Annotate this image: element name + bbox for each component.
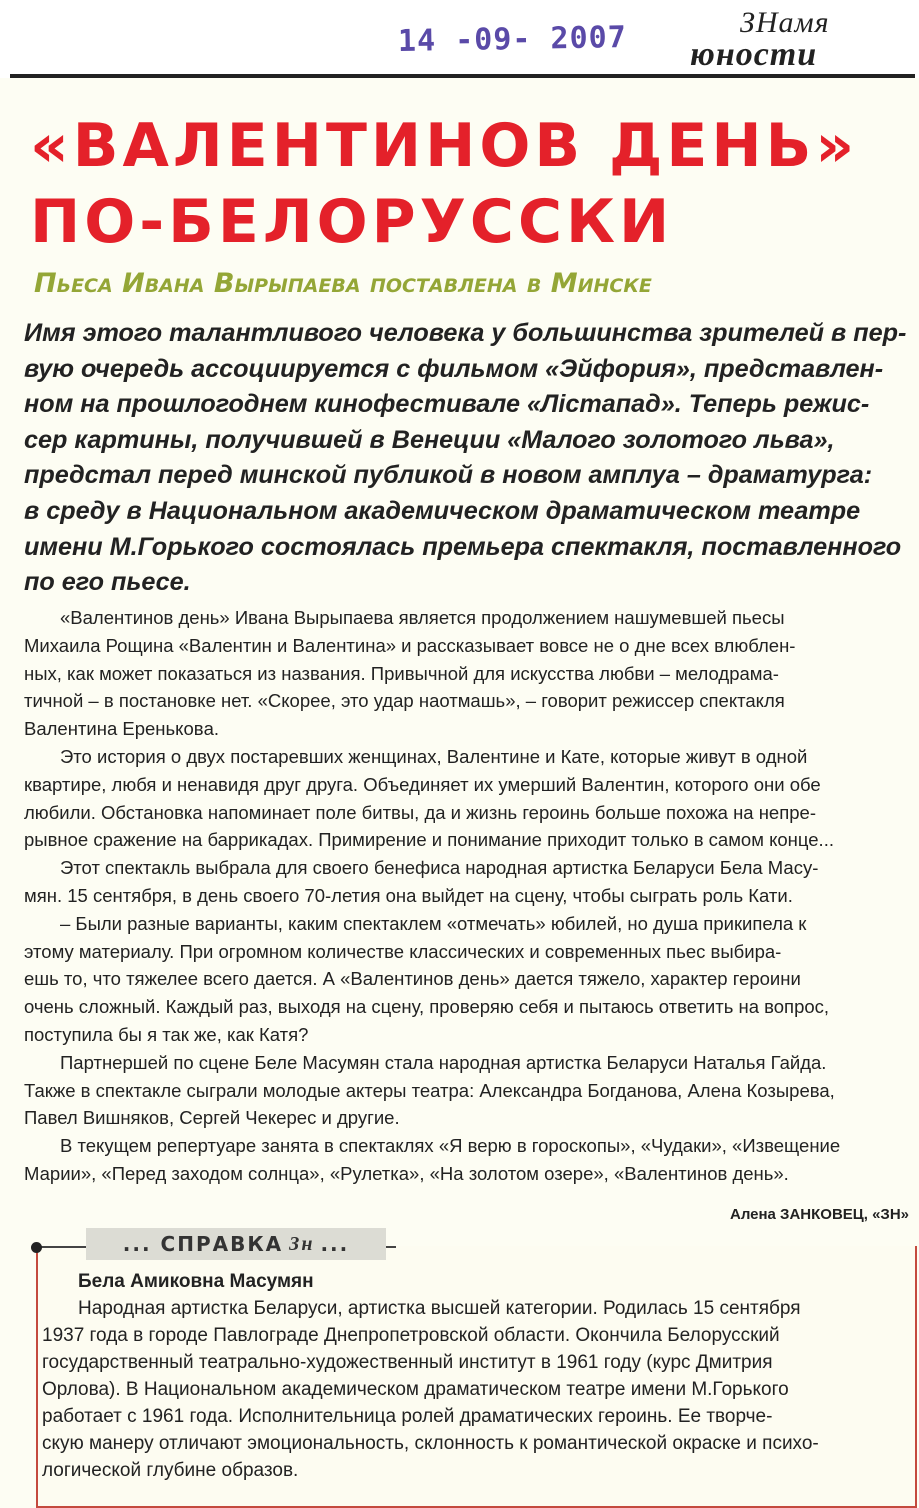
body-line: Михаила Рощина «Валентин и Валентина» и рассказывает вовсе не о дне всех влюблен- — [24, 634, 796, 656]
logo-z: З — [740, 6, 756, 39]
body-line: ных, как может показаться из названия. Привычной для искусства любви – мелодрама- — [24, 662, 779, 684]
body-line: рывное сражение на баррикадах. Примирение и понимание приходит только в самом конце... — [24, 829, 834, 851]
title-line: «ВАЛЕНТИНОВ ДЕНЬ» — [30, 111, 859, 181]
lead-line: сер картины, получившей в Венеции «Малого золотого льва», — [24, 425, 835, 454]
reference-line: Орлова). В Национальном академическом драматическом театре имени М.Горького — [42, 1379, 789, 1400]
reference-name: Бела Амиковна Масумян — [78, 1271, 314, 1292]
body-line: очень сложный. Каждый раз, выходя на сцену, проверяю себя и пытаюсь ответить на вопрос, — [24, 996, 830, 1018]
lead-line: по его пьесе. — [24, 568, 191, 597]
logo-line2: юности — [690, 36, 818, 73]
body-line: поступила бы я так же, как Катя? — [24, 1023, 309, 1045]
title-line: ПО-БЕЛОРУССКИ — [30, 187, 674, 257]
body-line: Это история о двух постаревших женщинах, Валентине и Кате, которые живут в одной — [60, 745, 808, 767]
article-title — [30, 108, 910, 260]
date-stamp: 14 -09- 2007 — [397, 20, 628, 59]
lead-line: имени М.Горького состоялась премьера спектакля, поставленного — [24, 532, 902, 561]
reference-tab-suffix: ... — [320, 1232, 350, 1256]
article-body — [24, 604, 908, 1188]
body-line: Павел Вишняков, Сергей Чекерес и другие. — [24, 1107, 400, 1129]
body-line: этому материалу. При огромном количестве классических и современных пьес выбира- — [24, 940, 782, 962]
logo-top-word: Намя — [755, 6, 830, 39]
header-rule — [10, 74, 915, 78]
logo-line1 — [740, 6, 830, 40]
reference-line: 1937 года в городе Павлограде Днепропетровской области. Окончила Белорусский — [42, 1325, 780, 1346]
lead-line: Имя этого талантливого человека у большинства зрителей в пер- — [24, 319, 907, 347]
body-line: В текущем репертуаре занята в спектаклях «Я верю в гороскопы», «Чудаки», «Извещение — [60, 1135, 841, 1157]
reference-tab — [86, 1228, 386, 1260]
newspaper-logo — [690, 6, 912, 72]
reference-line: государственный театрально-художественный институт в 1961 году (курс Дмитрия — [42, 1352, 773, 1373]
body-line: Валентина Ереньковa. — [24, 718, 219, 740]
article-lead — [24, 316, 907, 601]
body-line: – Были разные варианты, каким спектаклем «отмечать» юбилей, но душа прикипела к — [60, 912, 807, 934]
bullet-dot-icon — [31, 1242, 42, 1253]
lead-line: предстал перед минской публикой в новом амплуа – драматурга: — [24, 461, 873, 490]
lead-line: вую очередь ассоциируется с фильмом «Эйфория», представлен- — [24, 354, 884, 383]
body-line: квартире, любя и ненавидя друг друга. Объединяет их умерший Валентин, которого они обе — [24, 773, 821, 795]
reference-content — [42, 1268, 902, 1484]
body-line: «Валентинов день» Ивана Вырыпаева является продолжением нашумевшей пьесы — [60, 607, 785, 628]
reference-line: логической глубине образов. — [42, 1460, 299, 1481]
article-subtitle: Пьеса Ивана Вырыпаева поставлена в Минске — [34, 268, 652, 299]
body-line: Также в спектакле сыграли молодые актеры театра: Александра Богданова, Алена Козырева, — [24, 1079, 835, 1101]
lead-line: ном на прошлогоднем кинофестивале «Лістапад». Теперь режис- — [24, 390, 870, 419]
body-line: Этот спектакль выбрала для своего бенефиса народная артистка Беларуси Бела Масу- — [60, 857, 819, 879]
body-line: любили. Обстановка напоминает поле битвы, да и жизнь героинь больше похожа на непре- — [24, 801, 816, 823]
reference-line: Народная артистка Беларуси, артистка высшей категории. Родилась 15 сентября — [78, 1298, 801, 1319]
body-line: Партнершей по сцене Беле Масумян стала народная артистка Беларуси Наталья Гайда. — [60, 1051, 827, 1073]
reference-tab-mark: Зн — [289, 1232, 315, 1255]
lead-line: в среду в Национальном академическом драматическом театре — [24, 496, 861, 525]
author-signature: Алена ЗАНКОВЕЦ, «ЗН» — [729, 1206, 909, 1223]
body-line: ешь то, что тяжелее всего дается. А «Валентинов день» дается тяжело, характер героини — [24, 968, 801, 990]
reference-tab-label: ... СПРАВКА — [122, 1232, 284, 1256]
reference-line: работает с 1961 года. Исполнительница ролей драматических героинь. Ее творче- — [42, 1406, 773, 1427]
body-line: мян. 15 сентября, в день своего 70-летия она выйдет на сцену, чтобы сыграть роль Кати. — [24, 884, 793, 906]
reference-line: скую манеру отличают эмоциональность, склонность к романтической окраске и психо- — [42, 1433, 819, 1454]
body-line: тичной – в постановке нет. «Скорее, это удар наотмашь», – говорит режиссер спектакля — [24, 690, 785, 712]
body-line: Марии», «Перед заходом солнца», «Рулетка», «На золотом озере», «Валентинов день». — [24, 1162, 789, 1184]
